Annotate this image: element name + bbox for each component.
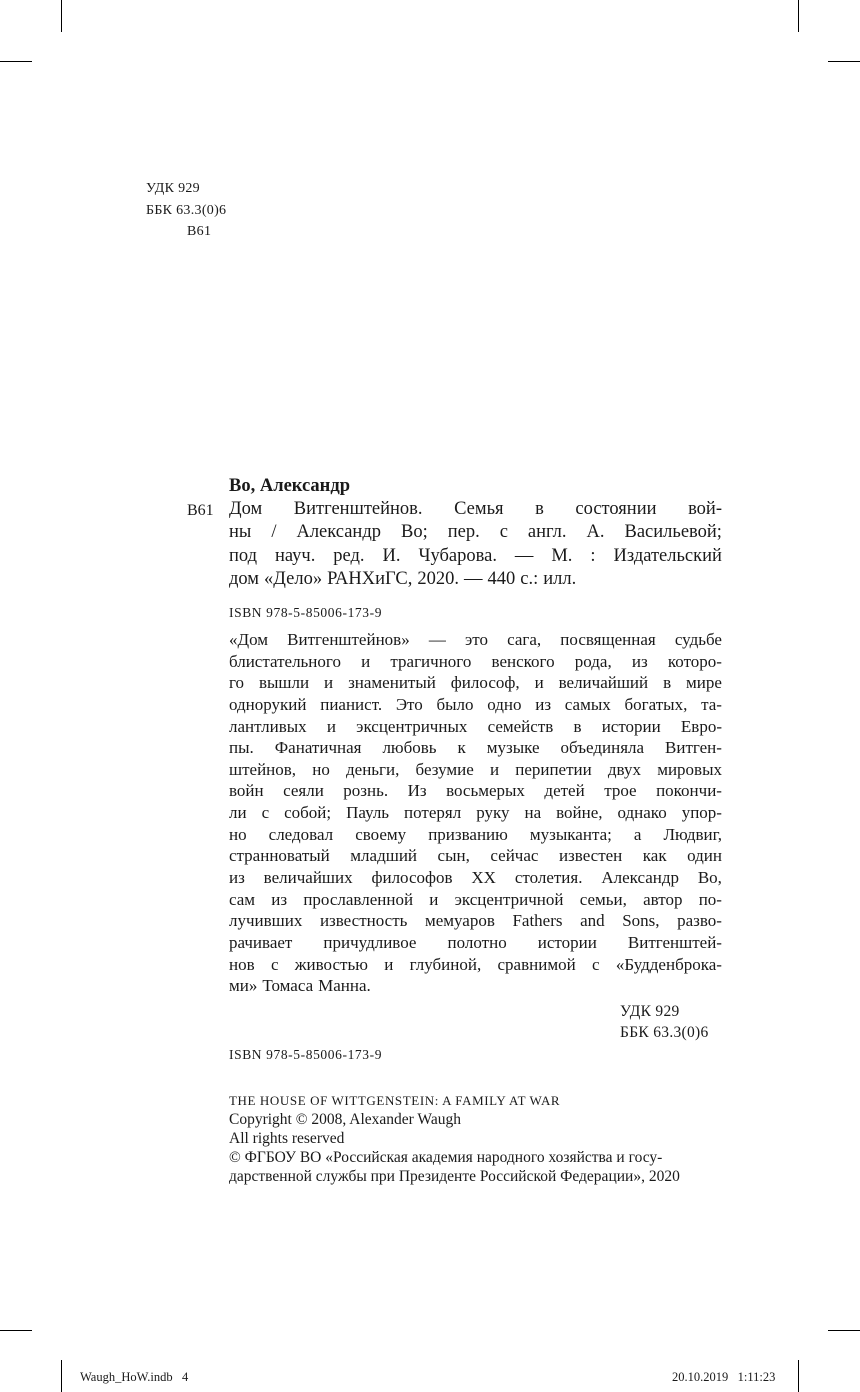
annotation-line: нов с живостью и глубиной, сравнимой с «Будденброка- (229, 954, 722, 974)
crop-mark-top-left-horizontal (0, 61, 32, 62)
rights-line: All rights reserved (229, 1130, 345, 1147)
entry-isbn: ISBN 978-5-85006-173-9 (229, 605, 383, 620)
top-bbk: ББК 63.3(0)6 (146, 203, 227, 218)
ranepa-copyright-line-2: дарственной службы при Президенте Российской Федерации», 2020 (229, 1168, 680, 1185)
crop-mark-bottom-left-vertical (61, 1360, 62, 1392)
top-author-code: В61 (187, 224, 212, 239)
description-line: дом «Дело» РАНХиГС, 2020. — 440 с.: илл. (229, 569, 577, 590)
copyright-line: Copyright © 2008, Alexander Waugh (229, 1111, 461, 1128)
bottom-isbn: ISBN 978-5-85006-173-9 (229, 1047, 383, 1062)
annotation-line: штейнов, но деньги, безумие и перипетии двух мировых (229, 759, 722, 779)
entry-udk: УДК 929 (620, 1003, 680, 1020)
annotation-line: пы. Фанатичная любовь к музыке объединяла Витген- (229, 738, 722, 758)
crop-mark-bottom-right-vertical (798, 1360, 799, 1392)
annotation-line: го вышли и знаменитый философ, и величайший в мире (229, 673, 722, 693)
crop-mark-bottom-right-horizontal (828, 1330, 860, 1331)
annotation-line: странноватый младший сын, сейчас известен как один (229, 846, 722, 866)
top-udk: УДК 929 (146, 181, 200, 196)
crop-mark-bottom-left-horizontal (0, 1330, 32, 1331)
footer-timestamp: 20.10.2019 1:11:23 (672, 1370, 776, 1384)
crop-mark-top-left-vertical (61, 0, 62, 32)
annotation-line: блистательного и трагичного венского рода, из которо- (229, 651, 722, 671)
annotation-line: но следовал своему призванию музыканта; а Людвиг, (229, 824, 722, 844)
author-heading: Во, Александр (229, 476, 350, 496)
annotation-line: ли с собой; Пауль потерял руку на войне, однако упор- (229, 803, 722, 823)
crop-mark-top-right-vertical (798, 0, 799, 32)
annotation-line: сам из прославленной и эксцентричной семьи, автор по- (229, 889, 722, 909)
annotation-line: лантливых и эксцентричных семейств в истории Евро- (229, 716, 722, 736)
entry-bbk: ББК 63.3(0)6 (620, 1024, 709, 1041)
footer-file: Waugh_HoW.indb 4 (80, 1370, 189, 1384)
entry-author-code: В61 (187, 502, 214, 519)
crop-mark-top-right-horizontal (828, 61, 860, 62)
ranepa-copyright-line-1: © ФГБОУ ВО «Российская академия народного хозяйства и госу- (229, 1149, 663, 1166)
annotation-line: «Дом Витгенштейнов» — это сага, посвященная судьбе (229, 630, 722, 649)
description-line: Дом Витгенштейнов. Семья в состоянии вой- (229, 499, 722, 519)
annotation-line: войн сеяли рознь. Из восьмерых детей трое покончи- (229, 781, 722, 801)
description-line: ны / Александр Во; пер. с англ. А. Васильевой; (229, 522, 722, 543)
description-line: под науч. ред. И. Чубарова. — М. : Издательский (229, 545, 722, 566)
annotation-line: рачивает причудливое полотно истории Витгенштей- (229, 932, 722, 952)
original-title: THE HOUSE OF WITTGENSTEIN: A FAMILY AT WAR (229, 1093, 561, 1108)
annotation-line: однорукий пианист. Это было одно из самых богатых, та- (229, 694, 722, 714)
annotation-line: из величайших философов XX столетия. Александр Во, (229, 868, 722, 888)
annotation (229, 629, 722, 997)
bibliographic-description (229, 498, 722, 592)
annotation-line: лучивших известность мемуаров Fathers and Sons, разво- (229, 911, 722, 931)
annotation-line: ми» Томаса Манна. (229, 976, 371, 996)
